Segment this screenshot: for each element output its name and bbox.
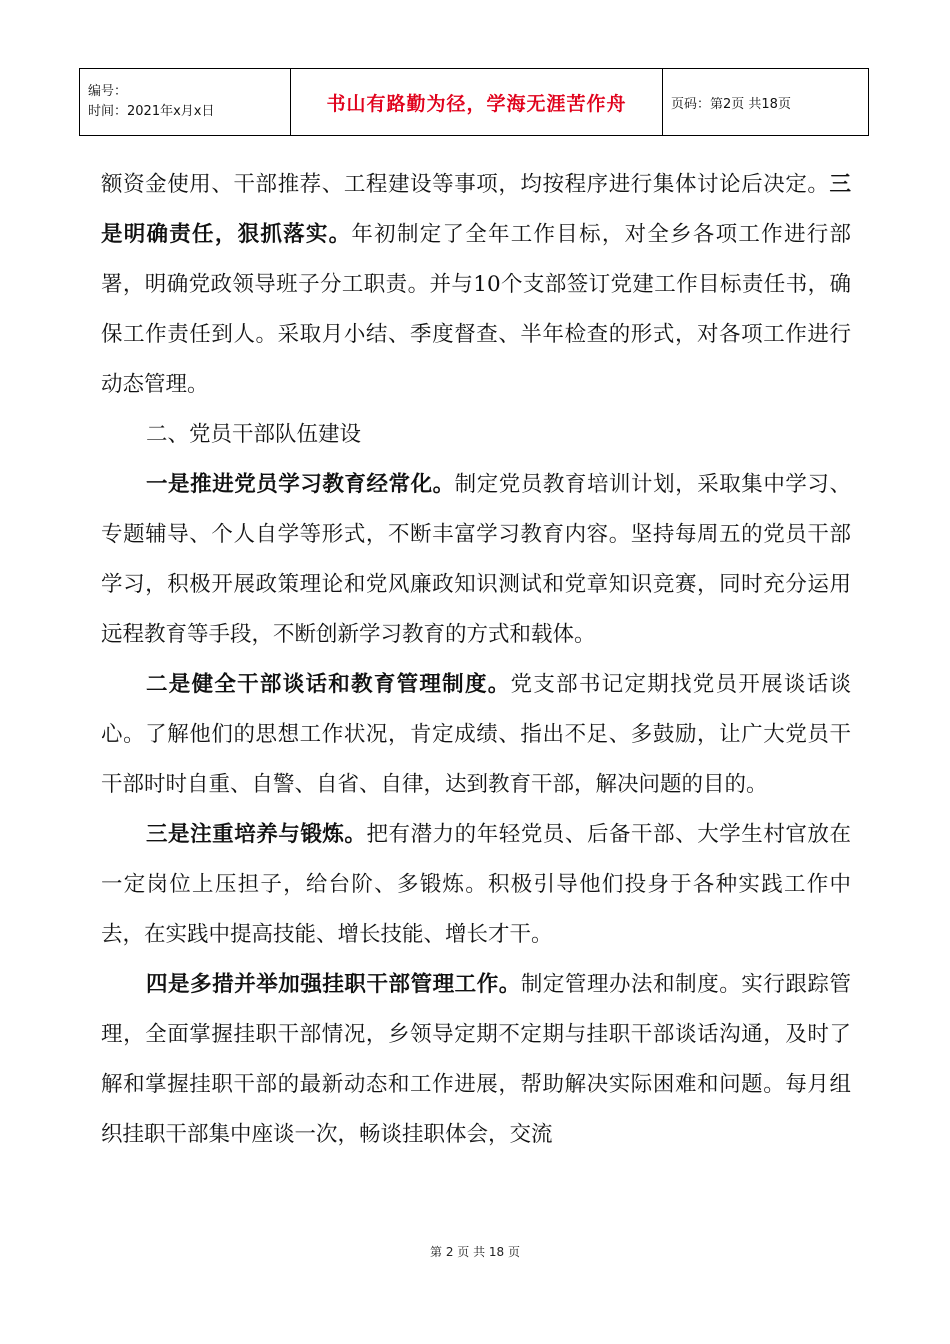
section-heading-text: 二、党员干部队伍建设	[146, 422, 362, 447]
paragraph-5-text: 把有潜力的年轻党员、后备干部、大学生村官放在一定岗位上压担子，给台阶、多锻炼。积极引导他们投身于各种实践工作中去，在实践中提高技能、增长技能、增长才干。	[101, 822, 851, 947]
paragraph-6	[101, 960, 851, 1160]
section-heading	[101, 410, 851, 460]
paragraph-1	[101, 160, 851, 410]
paragraph-3-text: 制定党员教育培训计划，采取集中学习、专题辅导、个人自学等形式，不断丰富学习教育内容。坚持每周五的党员干部学习，积极开展政策理论和党风廉政知识测试和党章知识竞赛，同时充分运用远程教育等手段，不断创新学习教育的方式和载体。	[101, 472, 851, 647]
header-table	[79, 68, 869, 136]
paragraph-6-bold-heading: 四是多措并举加强挂职干部管理工作。	[146, 972, 521, 997]
document-body	[101, 160, 851, 1160]
paragraph-4	[101, 660, 851, 810]
paragraph-5	[101, 810, 851, 960]
paragraph-5-bold-heading: 三是注重培养与锻炼。	[146, 822, 367, 847]
motto: 书山有路勤为径，学海无涯苦作舟	[291, 69, 663, 136]
paragraph-4-bold-heading: 二是健全干部谈话和教育管理制度。	[146, 672, 511, 697]
paragraph-3	[101, 460, 851, 660]
number-label: 编号：	[88, 84, 128, 99]
paragraph-1-text-2: 年初制定了全年工作目标，对全乡各项工作进行部署，明确党政领导班子分工职责。并与10个支部签订党建工作目标责任书，确保工作责任到人。采取月小结、季度督查、半年检查的形式，对各项工作进行动态管理。	[101, 222, 851, 397]
page-info: 页码：第2页 共18页	[663, 69, 869, 136]
paragraph-3-bold-heading: 一是推进党员学习教育经常化。	[146, 472, 455, 497]
paragraph-1-bold-heading: 三是明确责任，狠抓落实。	[101, 172, 851, 247]
time-label: 时间：2021年x月x日	[88, 104, 215, 119]
page-footer: 第 2 页 共 18 页	[430, 1245, 520, 1259]
paragraph-1-text: 额资金使用、干部推荐、工程建设等事项，均按程序进行集体讨论后决定。	[101, 172, 830, 197]
paragraph-6-text: 制定管理办法和制度。实行跟踪管理，全面掌握挂职干部情况，乡领导定期不定期与挂职干部谈话沟通，及时了解和掌握挂职干部的最新动态和工作进展，帮助解决实际困难和问题。每月组织挂职干部集中座谈一次，畅谈挂职体会，交流	[101, 972, 851, 1147]
paragraph-4-text: 党支部书记定期找党员开展谈话谈心。了解他们的思想工作状况，肯定成绩、指出不足、多鼓励，让广大党员干干部时时自重、自警、自省、自律，达到教育干部，解决问题的目的。	[101, 672, 851, 797]
header-meta-cell	[80, 69, 291, 136]
